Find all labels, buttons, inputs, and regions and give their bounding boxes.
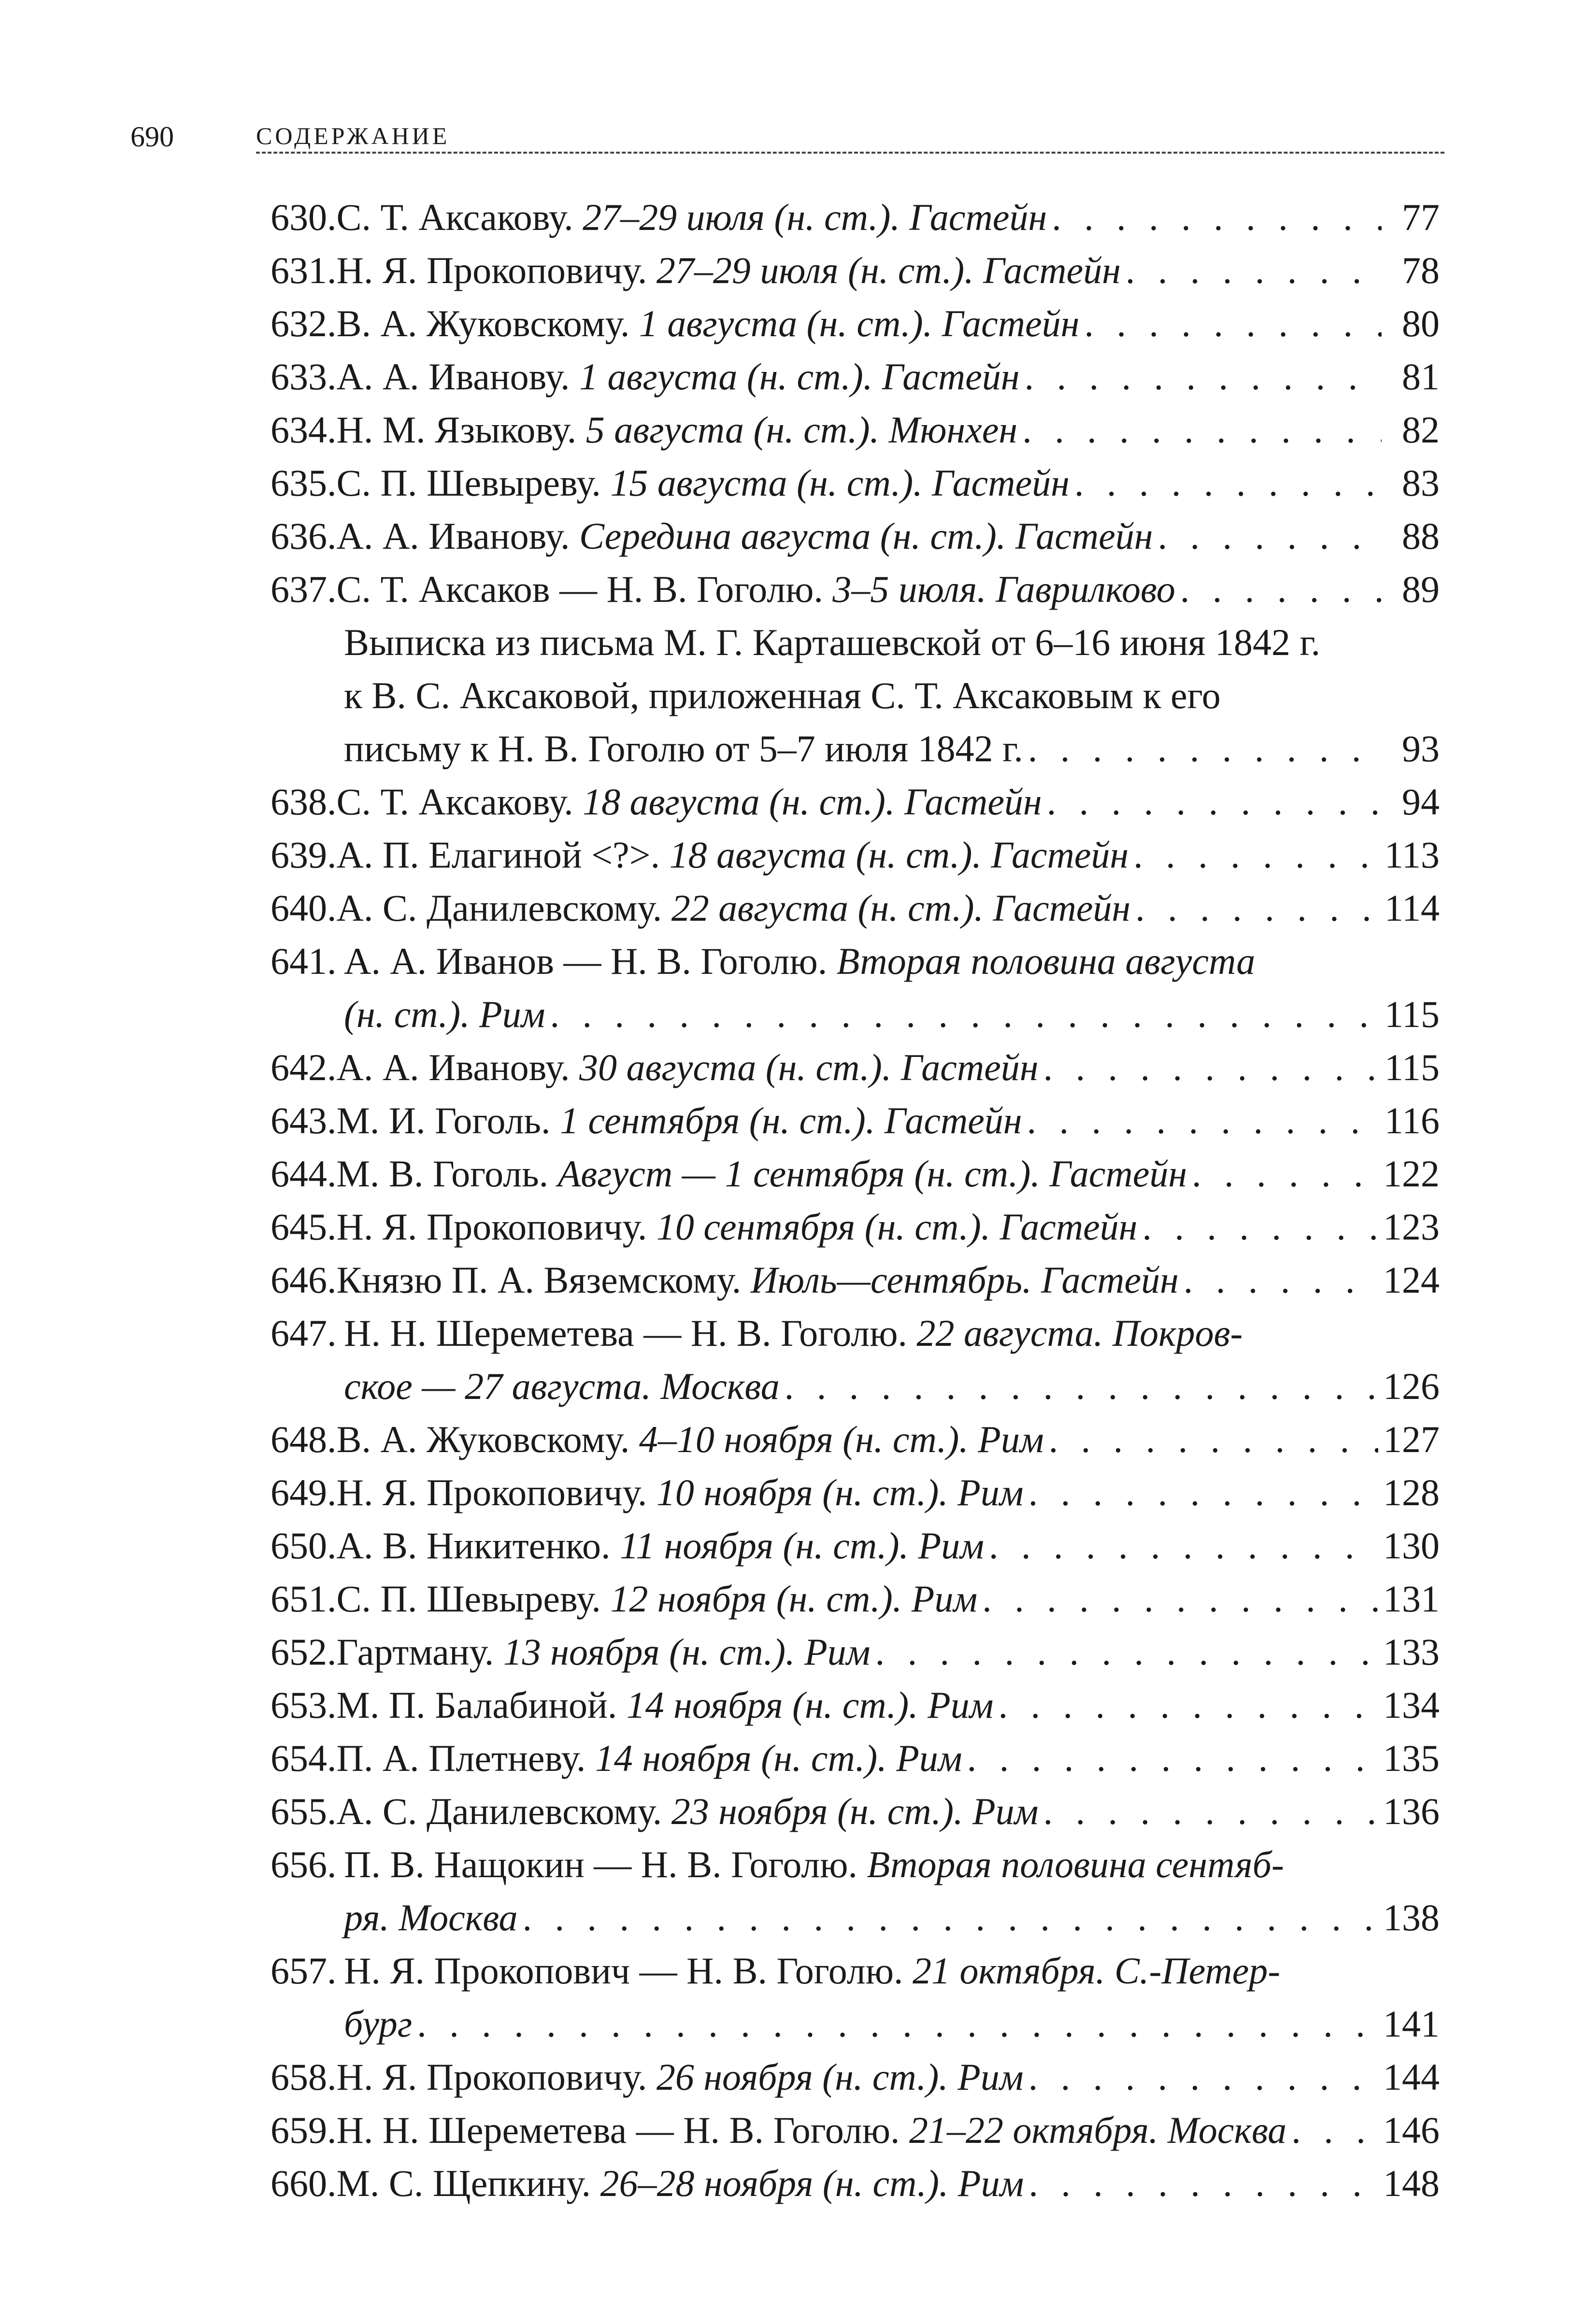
entry-page-number[interactable]: 123 [1383,1206,1440,1248]
entry-number: 641. [271,940,337,982]
entry-recipient: П. В. Нащокин — Н. В. Гоголю. [344,1843,867,1885]
toc-entry [271,2104,1440,2157]
entry-number: 631. [271,249,337,291]
entry-date-place: 1 сентября (н. ст.). Гастейн [559,1099,1022,1141]
entry-recipient: А. А. Иванов — Н. В. Гоголю. [344,940,837,982]
entry-page-number[interactable]: 77 [1402,196,1440,238]
entry-recipient: А. А. Иванову. [336,515,580,557]
entry-recipient: М. П. Балабиной. [336,1684,627,1726]
dot-leader [1027,1094,1380,1147]
entry-number: 634. [271,409,337,451]
entry-page-number[interactable]: 81 [1402,356,1440,398]
entry-recipient: А. С. Данилевскому. [336,887,671,929]
entry-recipient: Н. Я. Прокоповичу. [336,1206,657,1248]
toc-entry [271,191,1440,244]
toc-entry [271,1519,1440,1572]
toc-entry-line [271,1572,1440,1625]
dot-leader [523,1891,1378,1944]
entry-recipient: С. П. Шевыреву. [336,1578,611,1620]
entry-number: 650. [271,1525,337,1567]
entry-date-place: ря. Москва [344,1896,518,1939]
entry-text [337,882,1131,935]
section-title: СОДЕРЖАНИЕ [256,122,1444,154]
entry-number: 643. [271,1099,337,1141]
entry-number: 659. [271,2109,337,2151]
entry-number: 636. [271,515,337,557]
entry-page-number[interactable]: 148 [1383,2162,1440,2204]
dot-leader [1291,2104,1378,2157]
toc-entry-line [271,1732,1440,1785]
entry-recipient: С. Т. Аксакову. [336,196,583,238]
entry-page-number[interactable]: 93 [1402,727,1440,770]
dot-leader [1043,1785,1378,1838]
entry-date-place: 26 ноября (н. ст.). Рим [656,2056,1024,2098]
toc-entry-line [271,722,1440,775]
entry-number: 633. [271,356,337,398]
toc-entry [271,403,1440,456]
entry-text [337,1519,985,1572]
entry-page-number[interactable]: 128 [1383,1471,1440,1513]
entry-text [344,1307,1242,1360]
entry-recipient: Князю П. А. Вяземскому. [336,1259,751,1301]
page-number: 690 [130,121,174,153]
entry-page-number[interactable]: 115 [1384,993,1440,1035]
toc-entry [271,1838,1440,1944]
entry-page-number[interactable]: 82 [1402,409,1440,451]
entry-text [337,1625,871,1679]
dot-leader [982,1572,1378,1625]
dot-leader [1142,1200,1378,1254]
entry-date-place: 23 ноября (н. ст.). Рим [671,1790,1039,1832]
dot-leader [1135,882,1380,935]
entry-text [344,722,1023,775]
toc-entry [271,297,1440,350]
entry-date-place: 4–10 ноября (н. ст.). Рим [639,1418,1044,1460]
entry-recipient: Выписка из письма М. Г. Карташевской от 6–16 июня 1842 г. [344,621,1321,663]
dot-leader [999,1679,1378,1732]
entry-date-place: 22 августа. Покров- [916,1312,1243,1354]
entry-text [344,1944,1280,1997]
toc-entry-line [271,2104,1440,2157]
entry-date-place: 11 ноября (н. ст.). Рим [619,1525,985,1567]
entry-number: 658. [271,2056,337,2098]
toc-entry-line [271,403,1440,456]
toc-entry-line [271,1413,1440,1466]
entry-date-place: Август — 1 сентября (н. ст.). Гастейн [557,1153,1187,1195]
entry-number: 651. [271,1578,337,1620]
entry-text [337,828,1129,882]
toc-entry [271,1732,1440,1785]
toc-entry-line [271,297,1440,350]
toc-entry-line [271,1360,1440,1413]
entry-page-number[interactable]: 130 [1383,1525,1440,1567]
toc-entry-line [271,828,1440,882]
entry-text [344,1997,412,2051]
entry-number: 639. [271,834,337,876]
entry-number: 632. [271,302,337,344]
entry-date-place: 18 августа (н. ст.). Гастейн [583,781,1042,823]
entry-date-place: 30 августа (н. ст.). Гастейн [579,1046,1039,1088]
toc-entry [271,1147,1440,1200]
entry-text [337,191,1047,244]
entry-date-place: Вторая половина августа [836,940,1256,982]
entry-number: 649. [271,1471,337,1513]
entry-page-number[interactable]: 115 [1384,1046,1440,1088]
toc-entry [271,1625,1440,1679]
toc-entry-line [271,882,1440,935]
entry-number: 637. [271,568,337,610]
entry-number: 642. [271,1046,337,1088]
entry-recipient: А. С. Данилевскому. [336,1790,671,1832]
entry-text [337,1413,1044,1466]
entry-recipient: Н. Я. Прокоповичу. [336,2056,657,2098]
entry-text [344,935,1255,988]
toc-entry-line [271,2157,1440,2210]
entry-page-number[interactable]: 113 [1384,834,1440,876]
entry-date-place: 5 августа (н. ст.). Мюнхен [585,409,1018,451]
dot-leader [1047,775,1382,828]
dot-leader [1028,722,1382,775]
toc-entry-line [271,510,1440,563]
entry-date-place: 26–28 ноября (н. ст.). Рим [600,2162,1024,2204]
entry-date-place: 14 ноября (н. ст.). Рим [595,1737,962,1779]
entry-text [337,1041,1039,1094]
toc-entry [271,563,1440,616]
entry-recipient: С. Т. Аксаков — Н. В. Гоголю. [336,568,833,610]
entry-page-number[interactable]: 131 [1383,1578,1440,1620]
entry-text [337,2157,1024,2210]
toc-entry [271,510,1440,563]
entry-date-place: (н. ст.). Рим [344,993,545,1035]
entry-recipient: Н. М. Языкову. [336,409,586,451]
dot-leader [1028,2051,1378,2104]
entry-number: 646. [271,1259,337,1301]
entry-recipient: к В. С. Аксаковой, приложенная С. Т. Аксаковым к его [344,674,1221,716]
toc-entry [271,244,1440,297]
toc-entry [271,1041,1440,1094]
entry-date-place: 27–29 июля (н. ст.). Гастейн [656,249,1121,291]
toc-entry [271,935,1440,1041]
entry-recipient: С. П. Шевыреву. [336,462,611,504]
entry-recipient: Н. Я. Прокопович — Н. В. Гоголю. [344,1950,913,1992]
entry-text [337,1254,1179,1307]
toc-entry-line [271,191,1440,244]
entry-recipient: Н. Н. Шереметева — Н. В. Гоголю. [336,2109,910,2151]
entry-number: 648. [271,1418,337,1460]
toc-entry-line [271,244,1440,297]
entry-text [337,297,1080,350]
entry-number: 630. [271,196,337,238]
entry-recipient: А. А. Иванову. [336,1046,580,1088]
entry-date-place: 3–5 июля. Гаврилково [832,568,1175,610]
toc-entry-line [271,1997,1440,2051]
toc-entry-line [271,1838,1440,1891]
dot-leader [1133,828,1380,882]
entry-recipient: А. А. Иванову. [336,356,580,398]
entry-recipient: С. Т. Аксакову. [336,781,583,823]
dot-leader [1192,1147,1378,1200]
entry-date-place: 13 ноября (н. ст.). Рим [503,1631,871,1673]
entry-text [337,1094,1022,1147]
dot-leader [785,1360,1378,1413]
toc-entry-line [271,988,1440,1041]
entry-recipient: А. П. Елагиной <?>. [336,834,670,876]
toc-entry-line [271,1519,1440,1572]
entry-recipient: Н. Н. Шереметева — Н. В. Гоголю. [344,1312,917,1354]
entry-recipient: Гартману. [336,1631,503,1673]
entry-recipient: В. А. Жуковскому. [336,302,639,344]
entry-date-place: 1 августа (н. ст.). Гастейн [639,302,1080,344]
toc-entry [271,1679,1440,1732]
entry-recipient: Н. Я. Прокоповичу. [336,1471,657,1513]
entry-page-number[interactable]: 116 [1384,1099,1440,1141]
toc-entry [271,350,1440,403]
entry-date-place: 21–22 октября. Москва [909,2109,1287,2151]
entry-date-place: Вторая половина сентяб- [867,1843,1284,1885]
entry-page-number[interactable]: 89 [1402,568,1440,610]
toc-entry [271,1307,1440,1413]
entry-recipient: М. И. Гоголь. [336,1099,560,1141]
entry-page-number[interactable]: 122 [1383,1153,1440,1195]
toc-entry [271,2157,1440,2210]
entry-recipient: М. В. Гоголь. [336,1153,558,1195]
toc-entry [271,828,1440,882]
entry-date-place: 14 ноября (н. ст.). Рим [626,1684,994,1726]
entry-date-place: 15 августа (н. ст.). Гастейн [610,462,1070,504]
entry-text [337,2104,1287,2157]
entry-date-place: 21 октября. С.-Петер- [912,1950,1281,1992]
entry-date-place: 27–29 июля (н. ст.). Гастейн [583,196,1047,238]
entry-page-number[interactable]: 114 [1384,887,1440,929]
entry-date-place: ское — 27 августа. Москва [344,1365,780,1407]
entry-text [337,775,1042,828]
dot-leader [1049,1413,1378,1466]
toc-entry [271,882,1440,935]
entry-page-number[interactable]: 83 [1402,462,1440,504]
entry-recipient: письму к Н. В. Гоголю от 5–7 июля 1842 г. [344,727,1023,770]
entry-number: 645. [271,1206,337,1248]
entry-number: 640. [271,887,337,929]
entry-date-place: 10 ноября (н. ст.). Рим [656,1471,1024,1513]
entry-text [337,510,1153,563]
entry-text [344,1360,780,1413]
entry-number: 655. [271,1790,337,1832]
toc-entry-line [271,775,1440,828]
toc-entry [271,456,1440,510]
toc-entry-line [271,1944,1440,1997]
entry-recipient: В. А. Жуковскому. [336,1418,639,1460]
entry-page-number[interactable]: 78 [1402,249,1440,291]
table-of-contents [271,191,1440,2210]
toc-entry-line [271,563,1440,616]
entry-page-number[interactable]: 88 [1402,515,1440,557]
dot-leader [1074,456,1382,510]
entry-page-number[interactable]: 135 [1383,1737,1440,1779]
toc-entry-line [271,1625,1440,1679]
entry-text [337,563,1175,616]
entry-text [337,1147,1187,1200]
toc-entry-line [271,1041,1440,1094]
entry-page-number[interactable]: 80 [1402,302,1440,344]
entry-page-number[interactable]: 127 [1383,1418,1440,1460]
entry-page-number[interactable]: 124 [1383,1259,1440,1301]
entry-date-place: 22 августа (н. ст.). Гастейн [671,887,1131,929]
dot-leader [1184,1254,1378,1307]
toc-entry [271,1466,1440,1519]
entry-number: 652. [271,1631,337,1673]
toc-entry-line [271,1891,1440,1944]
entry-recipient: А. В. Никитенко. [336,1525,620,1567]
toc-entry-line [271,1094,1440,1147]
entry-text [337,2051,1024,2104]
entry-date-place: 12 ноября (н. ст.). Рим [610,1578,978,1620]
entry-number: 657. [271,1950,337,1992]
toc-entry-line [271,1466,1440,1519]
entry-number: 644. [271,1153,337,1195]
toc-entry [271,2051,1440,2104]
entry-number: 660. [271,2162,337,2204]
entry-number: 647. [271,1312,337,1354]
toc-entry-line [271,669,1440,722]
toc-entry [271,616,1440,775]
dot-leader [1022,403,1382,456]
toc-entry [271,775,1440,828]
toc-entry-line [271,1785,1440,1838]
dot-leader [550,988,1379,1041]
entry-text [344,1838,1284,1891]
entry-page-number[interactable]: 126 [1383,1365,1440,1407]
dot-leader [1158,510,1382,563]
entry-text [337,456,1070,510]
entry-number: 656. [271,1843,337,1885]
dot-leader [1043,1041,1380,1094]
dot-leader [1084,297,1382,350]
toc-entry-line [271,616,1440,669]
toc-entry-line [271,1254,1440,1307]
toc-entry-line [271,935,1440,988]
toc-entry [271,1200,1440,1254]
entry-recipient: П. А. Плетневу. [336,1737,595,1779]
dot-leader [989,1519,1378,1572]
entry-number: 638. [271,781,337,823]
entry-text [337,244,1121,297]
entry-date-place: 18 августа (н. ст.). Гастейн [669,834,1129,876]
dot-leader [967,1732,1378,1785]
dot-leader [1028,1466,1378,1519]
dot-leader [1025,350,1382,403]
entry-text [337,1785,1039,1838]
dot-leader [1126,244,1382,297]
entry-text [337,403,1018,456]
entry-date-place: 10 сентября (н. ст.). Гастейн [656,1206,1138,1248]
entry-page-number[interactable]: 144 [1383,2056,1440,2098]
entry-text [337,1679,994,1732]
entry-date-place: Июль—сентябрь. Гастейн [750,1259,1179,1301]
entry-text [337,1572,978,1625]
toc-entry-line [271,456,1440,510]
entry-page-number[interactable]: 141 [1383,2003,1440,2045]
toc-entry-line [271,1307,1440,1360]
dot-leader [1028,2157,1378,2210]
entry-text [337,1732,962,1785]
dot-leader [875,1625,1378,1679]
entry-text [344,988,545,1041]
dot-leader [1180,563,1382,616]
entry-date-place: Середина августа (н. ст.). Гастейн [579,515,1153,557]
toc-entry-line [271,2051,1440,2104]
entry-page-number[interactable]: 134 [1383,1684,1440,1726]
toc-entry [271,1572,1440,1625]
toc-entry [271,1413,1440,1466]
entry-date-place: 1 августа (н. ст.). Гастейн [579,356,1020,398]
entry-recipient: М. С. Щепкину. [336,2162,600,2204]
toc-entry-line [271,1679,1440,1732]
entry-page-number[interactable]: 136 [1383,1790,1440,1832]
entry-text [337,350,1020,403]
entry-number: 654. [271,1737,337,1779]
entry-number: 635. [271,462,337,504]
entry-page-number[interactable]: 133 [1383,1631,1440,1673]
entry-text [344,1891,518,1944]
toc-entry [271,1254,1440,1307]
toc-entry [271,1094,1440,1147]
entry-number: 653. [271,1684,337,1726]
toc-entry [271,1785,1440,1838]
entry-text [344,616,1320,669]
entry-page-number[interactable]: 94 [1402,781,1440,823]
entry-recipient: Н. Я. Прокоповичу. [336,249,657,291]
entry-date-place: бург [344,2003,413,2045]
toc-entry-line [271,1200,1440,1254]
entry-text [337,1200,1138,1254]
toc-entry-line [271,1147,1440,1200]
dot-leader [1052,191,1382,244]
toc-entry-line [271,350,1440,403]
entry-page-number[interactable]: 138 [1383,1896,1440,1939]
running-header [130,115,1444,154]
dot-leader [417,1997,1378,2051]
toc-entry [271,1944,1440,2051]
entry-page-number[interactable]: 146 [1383,2109,1440,2151]
entry-text [344,669,1221,722]
entry-text [337,1466,1024,1519]
